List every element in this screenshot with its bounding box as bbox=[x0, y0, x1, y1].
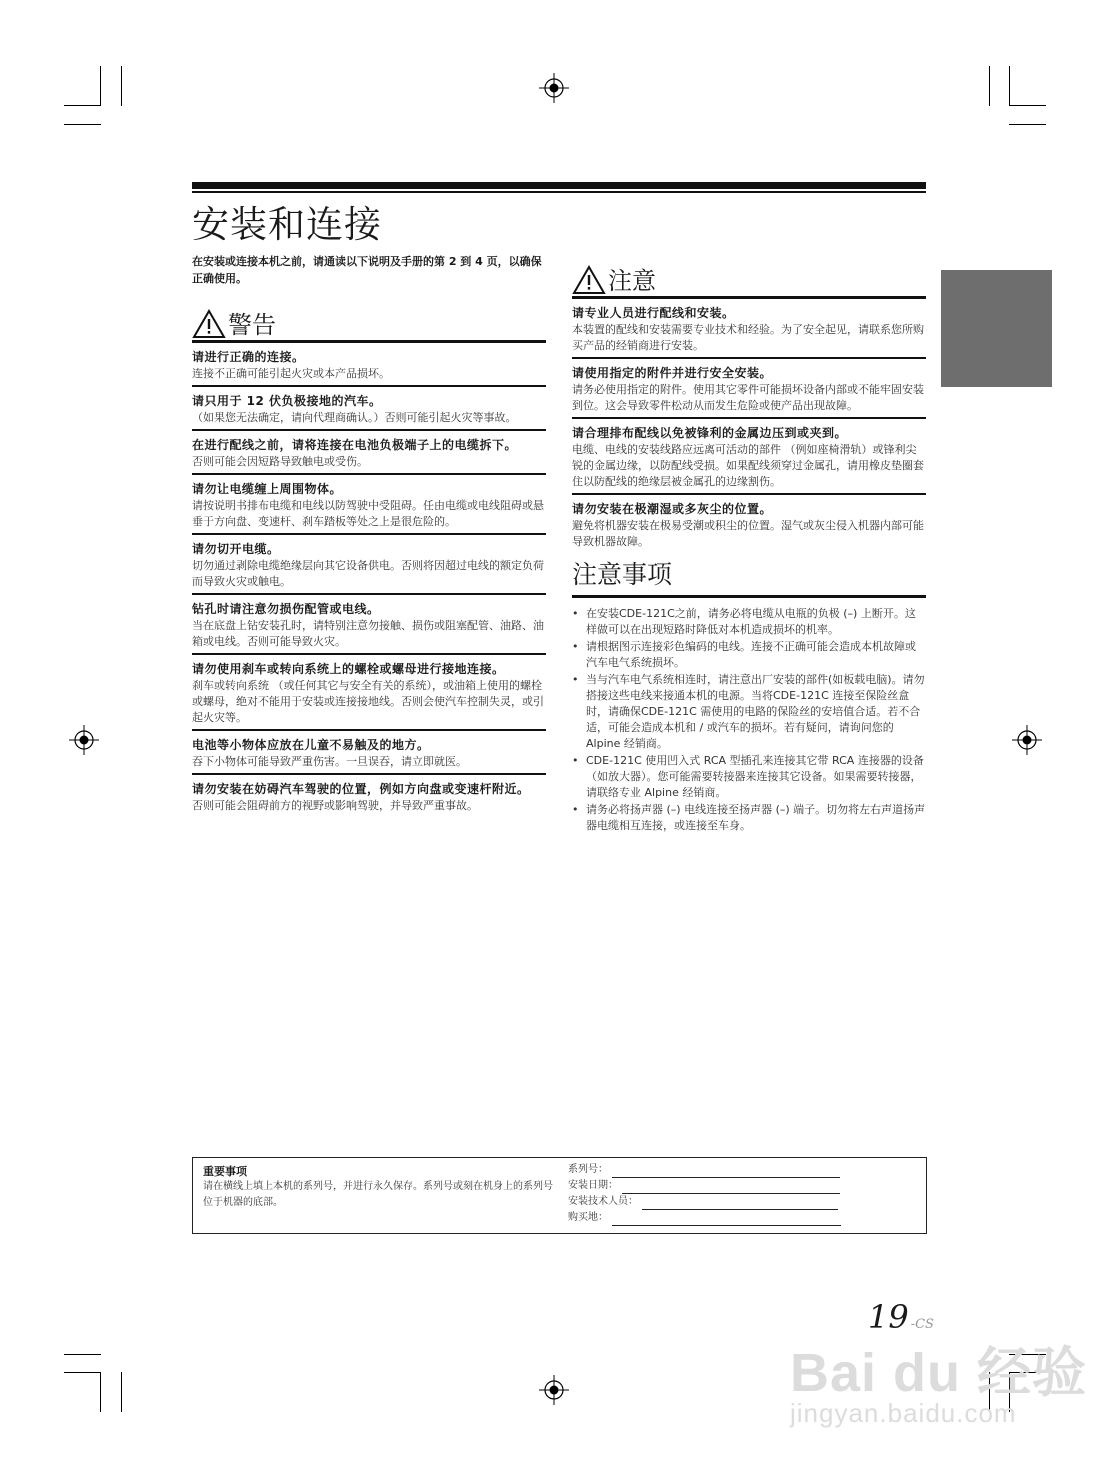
warning-item-body: 否则可能会阻碍前方的视野或影响驾驶，并导致严重事故。 bbox=[192, 799, 478, 812]
warning-item-title: 请勿让电缆缠上周围物体。 bbox=[192, 482, 343, 496]
caution-item-body: 避免将机器安装在极易受潮或积尘的位置。湿气或灰尘侵入机器内部可能导致机器故障。 bbox=[572, 519, 924, 548]
caution-item-body: 本装置的配线和安装需要专业技术和经验。为了安全起见，请联系您所购买产品的经销商进行安装。 bbox=[572, 323, 924, 352]
crop-mark bbox=[100, 1372, 101, 1412]
form-label: 安装技术人员： bbox=[568, 1196, 638, 1207]
page-number-value: 19 bbox=[868, 1298, 909, 1336]
warning-item-body: 切勿通过剥除电缆绝缘层向其它设备供电。否则将因超过电线的额定负荷而导致火灾或触电。 bbox=[192, 559, 544, 588]
warning-item-body: 吞下小物体可能导致严重伤害。一旦误吞，请立即就医。 bbox=[192, 755, 467, 768]
form-row-installer bbox=[568, 1194, 868, 1210]
warning-item-body: 当在底盘上钻安装孔时，请特别注意勿接触、损伤或阻塞配管、油路、油箱或电线。否则可能导致火灾。 bbox=[192, 619, 544, 648]
important-info bbox=[203, 1164, 553, 1211]
caution-item bbox=[572, 495, 926, 553]
bullet-icon: • bbox=[572, 607, 579, 620]
warning-items bbox=[192, 343, 546, 817]
caution-item bbox=[572, 359, 926, 419]
watermark-url: jingyan.baidu.com bbox=[790, 1398, 1017, 1428]
caution-title: 注意 bbox=[608, 267, 656, 295]
purchase-place-field[interactable] bbox=[612, 1214, 841, 1226]
notes-item-text: 在安装CDE-121C之前，请务必将电缆从电瓶的负极 (–) 上断开。这样做可以在出现短路时降低对本机造成损坏的机率。 bbox=[586, 607, 916, 636]
warning-item bbox=[192, 475, 546, 535]
notes-list-item bbox=[572, 672, 926, 752]
notes-title: 注意事项 bbox=[572, 559, 926, 598]
warning-item-body: （如果您无法确定，请向代理商确认。）否则可能引起火灾等事故。 bbox=[192, 411, 517, 424]
caution-item-title: 请专业人员进行配线和安装。 bbox=[572, 306, 735, 320]
caution-header bbox=[572, 258, 926, 299]
bullet-icon: • bbox=[572, 754, 579, 767]
warning-triangle-icon bbox=[192, 308, 226, 340]
warning-item-title: 钻孔时请注意勿损伤配管或电线。 bbox=[192, 602, 380, 616]
registration-form bbox=[568, 1162, 868, 1226]
crop-mark bbox=[121, 66, 122, 106]
crop-mark bbox=[100, 66, 101, 106]
form-row-install-date bbox=[568, 1178, 868, 1194]
notes-list-item bbox=[572, 606, 926, 638]
crop-mark bbox=[64, 1354, 101, 1355]
warning-item bbox=[192, 343, 546, 387]
watermark-logo: Bai du 经验 bbox=[790, 1343, 1088, 1403]
crop-mark bbox=[64, 124, 101, 125]
important-box bbox=[192, 1157, 927, 1234]
warning-item bbox=[192, 655, 546, 731]
notes-list bbox=[572, 606, 926, 834]
notes-list-item bbox=[572, 802, 926, 834]
warning-header bbox=[192, 302, 546, 343]
form-label: 安装日期： bbox=[568, 1180, 618, 1191]
warning-item bbox=[192, 595, 546, 655]
crop-mark bbox=[1009, 124, 1046, 125]
caution-item-title: 请使用指定的附件并进行安全安装。 bbox=[572, 366, 773, 380]
crop-mark bbox=[989, 66, 990, 106]
warning-item-title: 在进行配线之前，请将连接在电池负极端子上的电缆拆下。 bbox=[192, 438, 518, 452]
caution-item-body: 电缆、电线的安装线路应远离可活动的部件 （例如座椅滑轨）或锋利尖锐的金属边缘，以防配线受损。如果配线须穿过金属孔，请用橡皮垫圈套住以防配线的绝缘层被金属孔的边缘割伤。 bbox=[572, 443, 924, 488]
warning-item-body: 请按说明书排布电缆和电线以防驾驶中受阻碍。任由电缆或电线阻碍或悬垂于方向盘、变速杆、刹车踏板等处之上是很危险的。 bbox=[192, 499, 544, 528]
serial-number-field[interactable] bbox=[612, 1166, 840, 1178]
page-number-suffix: -CS bbox=[910, 1317, 934, 1332]
crop-mark bbox=[1009, 105, 1046, 106]
registration-mark-icon bbox=[539, 1375, 569, 1405]
crop-mark bbox=[121, 1372, 122, 1412]
warning-item-title: 电池等小物体应放在儿童不易触及的地方。 bbox=[192, 738, 430, 752]
notes-item-text: CDE-121C 使用凹入式 RCA 型插孔来连接其它带 RCA 连接器的设备（如放大器）。您可能需要转接器来连接其它设备。如果需要转接器，请联络专业 Alpine 经销商。 bbox=[586, 754, 924, 799]
warning-item-title: 请勿使用刹车或转向系统上的螺栓或螺母进行接地连接。 bbox=[192, 662, 505, 676]
notes-list-item bbox=[572, 639, 926, 671]
caution-item-title: 请勿安装在极潮湿或多灰尘的位置。 bbox=[572, 502, 773, 516]
caution-item bbox=[572, 299, 926, 359]
warning-item-body: 否则可能会因短路导致触电或受伤。 bbox=[192, 455, 368, 468]
form-label: 购买地： bbox=[568, 1212, 608, 1223]
warning-item bbox=[192, 431, 546, 475]
header-rule bbox=[192, 182, 926, 189]
page-title: 安装和连接 bbox=[192, 203, 382, 246]
warning-item-title: 请进行正确的连接。 bbox=[192, 350, 305, 364]
caution-item-title: 请合理排布配线以免被锋利的金属边压到或夹到。 bbox=[572, 426, 848, 440]
side-tab bbox=[941, 270, 1052, 387]
crop-mark bbox=[64, 105, 101, 106]
warning-item bbox=[192, 535, 546, 595]
caution-item-body: 请务必使用指定的附件。使用其它零件可能损坏设备内部或不能牢固安装到位。这会导致零件松动从而发生危险或使产品出现故障。 bbox=[572, 383, 924, 412]
warning-item bbox=[192, 731, 546, 775]
form-label: 系列号： bbox=[568, 1164, 608, 1175]
registration-mark-icon bbox=[1012, 725, 1042, 755]
notes-item-text: 请根据图示连接彩色编码的电线。连接不正确可能会造成本机故障或汽车电气系统损坏。 bbox=[586, 640, 916, 669]
install-date-field[interactable] bbox=[622, 1182, 840, 1194]
warning-item bbox=[192, 775, 546, 817]
bullet-icon: • bbox=[572, 673, 579, 686]
intro-text: 在安装或连接本机之前，请通读以下说明及手册的第 2 到 4 页，以确保正确使用。 bbox=[192, 255, 542, 285]
caution-section bbox=[572, 258, 926, 835]
caution-item bbox=[572, 419, 926, 495]
important-title: 重要事项 bbox=[203, 1165, 247, 1178]
caution-triangle-icon bbox=[572, 264, 606, 296]
registration-mark-icon bbox=[539, 73, 569, 103]
bullet-icon: • bbox=[572, 803, 579, 816]
warning-item bbox=[192, 387, 546, 431]
crop-mark bbox=[64, 1372, 101, 1373]
warning-item-body: 连接不正确可能引起火灾或本产品损坏。 bbox=[192, 367, 390, 380]
warning-item-title: 请只用于 12 伏负极接地的汽车。 bbox=[192, 394, 382, 408]
warning-item-body: 刹车或转向系统 （或任何其它与安全有关的系统），或油箱上使用的螺栓或螺母，绝对不能用于安装或连接接地线。否则会使汽车控制失灵，或引起火灾等。 bbox=[192, 679, 544, 724]
crop-mark bbox=[1009, 66, 1010, 106]
bullet-icon: • bbox=[572, 640, 579, 653]
form-row-serial bbox=[568, 1162, 868, 1178]
header-rule bbox=[192, 191, 926, 193]
notes-item-text: 当与汽车电气系统相连时，请注意出厂安装的部件(如板载电脑)。请勿搭接这些电线来接通本机的电源。当将CDE-121C 连接至保险丝盒时，请确保CDE-121C 需使用的电路的保险丝的安培值合适。若不合适，可能会造成本机和 / 或汽车的损坏。若有疑问，请询问您的 Alpine 经销商。 bbox=[586, 673, 925, 750]
form-row-place bbox=[568, 1210, 868, 1226]
warning-item-title: 请勿安装在妨碍汽车驾驶的位置，例如方向盘或变速杆附近。 bbox=[192, 782, 530, 796]
notes-item-text: 请务必将扬声器 (–) 电线连接至扬声器 (–) 端子。切勿将左右声道扬声器电缆相互连接，或连接至车身。 bbox=[586, 803, 926, 832]
registration-mark-icon bbox=[69, 725, 99, 755]
notes-list-item bbox=[572, 753, 926, 801]
important-body: 请在横线上填上本机的系列号，并进行永久保存。系列号或刻在机身上的系列号位于机器的底部。 bbox=[203, 1181, 553, 1208]
installer-field[interactable] bbox=[642, 1198, 838, 1210]
warning-section bbox=[192, 302, 546, 817]
caution-items bbox=[572, 299, 926, 553]
warning-item-title: 请勿切开电缆。 bbox=[192, 542, 280, 556]
warning-title: 警告 bbox=[228, 311, 276, 339]
